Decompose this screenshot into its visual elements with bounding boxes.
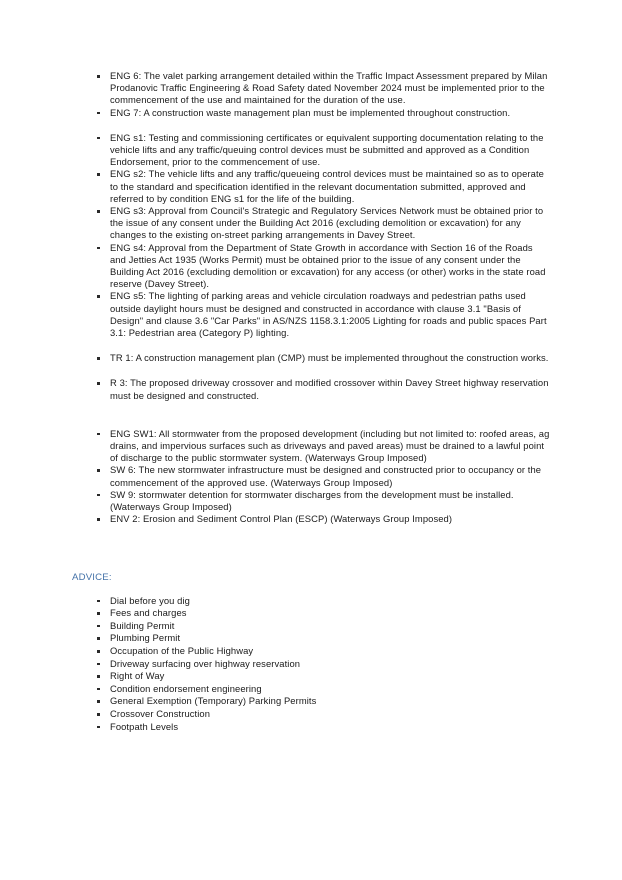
condition-item: ENV 2: Erosion and Sediment Control Plan (ESCP) (Waterways Group Imposed): [0, 513, 622, 525]
section-spacer: [0, 415, 622, 428]
condition-item: ENG 7: A construction waste management plan must be implemented throughout construction.: [0, 107, 622, 119]
document-body: [0, 70, 622, 733]
conditions-group-traffic: [0, 352, 622, 364]
condition-item: ENG s3: Approval from Council's Strategic and Regulatory Services Network must be obtained prior to the issue of any consent under the Building Act 2016 (excluding demolition or excavation) for any changes to the existing on-street parking arrangements in Davey Street.: [0, 205, 622, 242]
advice-item: Building Permit: [0, 620, 622, 633]
advice-item: Occupation of the Public Highway: [0, 645, 622, 658]
advice-heading-spacer: [0, 584, 622, 595]
advice-spacer: [0, 526, 622, 572]
condition-item: TR 1: A construction management plan (CMP) must be implemented throughout the construction works.: [0, 352, 622, 364]
advice-item: Condition endorsement engineering: [0, 683, 622, 696]
condition-item: ENG s5: The lighting of parking areas and vehicle circulation roadways and pedestrian paths used outside daylight hours must be designed and constructed in accordance with clause 3.1 "Basis of Design" and clause 3.6 "Car Parks" in AS/NZS 1158.3.1:2005 Lighting for roads and public spaces Part 3.1: Pedestrian area (Category P) lighting.: [0, 290, 622, 339]
conditions-group-engineering-special: [0, 132, 622, 339]
condition-item: ENG 6: The valet parking arrangement detailed within the Traffic Impact Assessment prepared by Milan Prodanovic Traffic Engineering & Road Safety dated November 2024 must be implemented prior to the commencement of the use and maintained for the duration of the use.: [0, 70, 622, 107]
advice-heading: ADVICE:: [72, 571, 112, 583]
advice-item: Fees and charges: [0, 607, 622, 620]
conditions-group-stormwater: [0, 428, 622, 526]
condition-item: SW 6: The new stormwater infrastructure must be designed and constructed prior to occupancy or the commencement of the approved use. (Waterways Group Imposed): [0, 464, 622, 488]
condition-item: ENG s1: Testing and commissioning certificates or equivalent supporting documentation relating to the vehicle lifts and any traffic/queuing control devices must be submitted and approved as a Condition Endorsement, prior to the commencement of use.: [0, 132, 622, 169]
condition-item: ENG SW1: All stormwater from the proposed development (including but not limited to: roofed areas, ag drains, and impervious surfaces such as driveways and paved areas) must be drained to a lawful point of discharge to the public stormwater system. (Waterways Group Imposed): [0, 428, 622, 465]
advice-list: [0, 595, 622, 734]
condition-item: SW 9: stormwater detention for stormwater discharges from the development must be installed. (Waterways Group Imposed): [0, 489, 622, 513]
conditions-group-roads: [0, 377, 622, 401]
conditions-group-engineering: [0, 70, 622, 119]
advice-item: Driveway surfacing over highway reservation: [0, 658, 622, 671]
advice-item: Footpath Levels: [0, 721, 622, 734]
condition-item: R 3: The proposed driveway crossover and modified crossover within Davey Street highway reservation must be designed and constructed.: [0, 377, 622, 401]
advice-item: Dial before you dig: [0, 595, 622, 608]
condition-item: ENG s2: The vehicle lifts and any traffic/queueing control devices must be maintained so as to operate to the standard and specification identified in the relevant documentation submitted, approved and referred to by condition ENG s1 for the life of the building.: [0, 168, 622, 205]
condition-item: ENG s4: Approval from the Department of State Growth in accordance with Section 16 of the Roads and Jetties Act 1935 (Works Permit) must be obtained prior to the issue of any consent under the Building Act 2016 (excluding demolition or excavation) for any access (or other) works in the state road reserve (Davey Street).: [0, 242, 622, 291]
advice-item: General Exemption (Temporary) Parking Permits: [0, 695, 622, 708]
advice-item: Right of Way: [0, 670, 622, 683]
advice-item: Crossover Construction: [0, 708, 622, 721]
advice-item: Plumbing Permit: [0, 632, 622, 645]
